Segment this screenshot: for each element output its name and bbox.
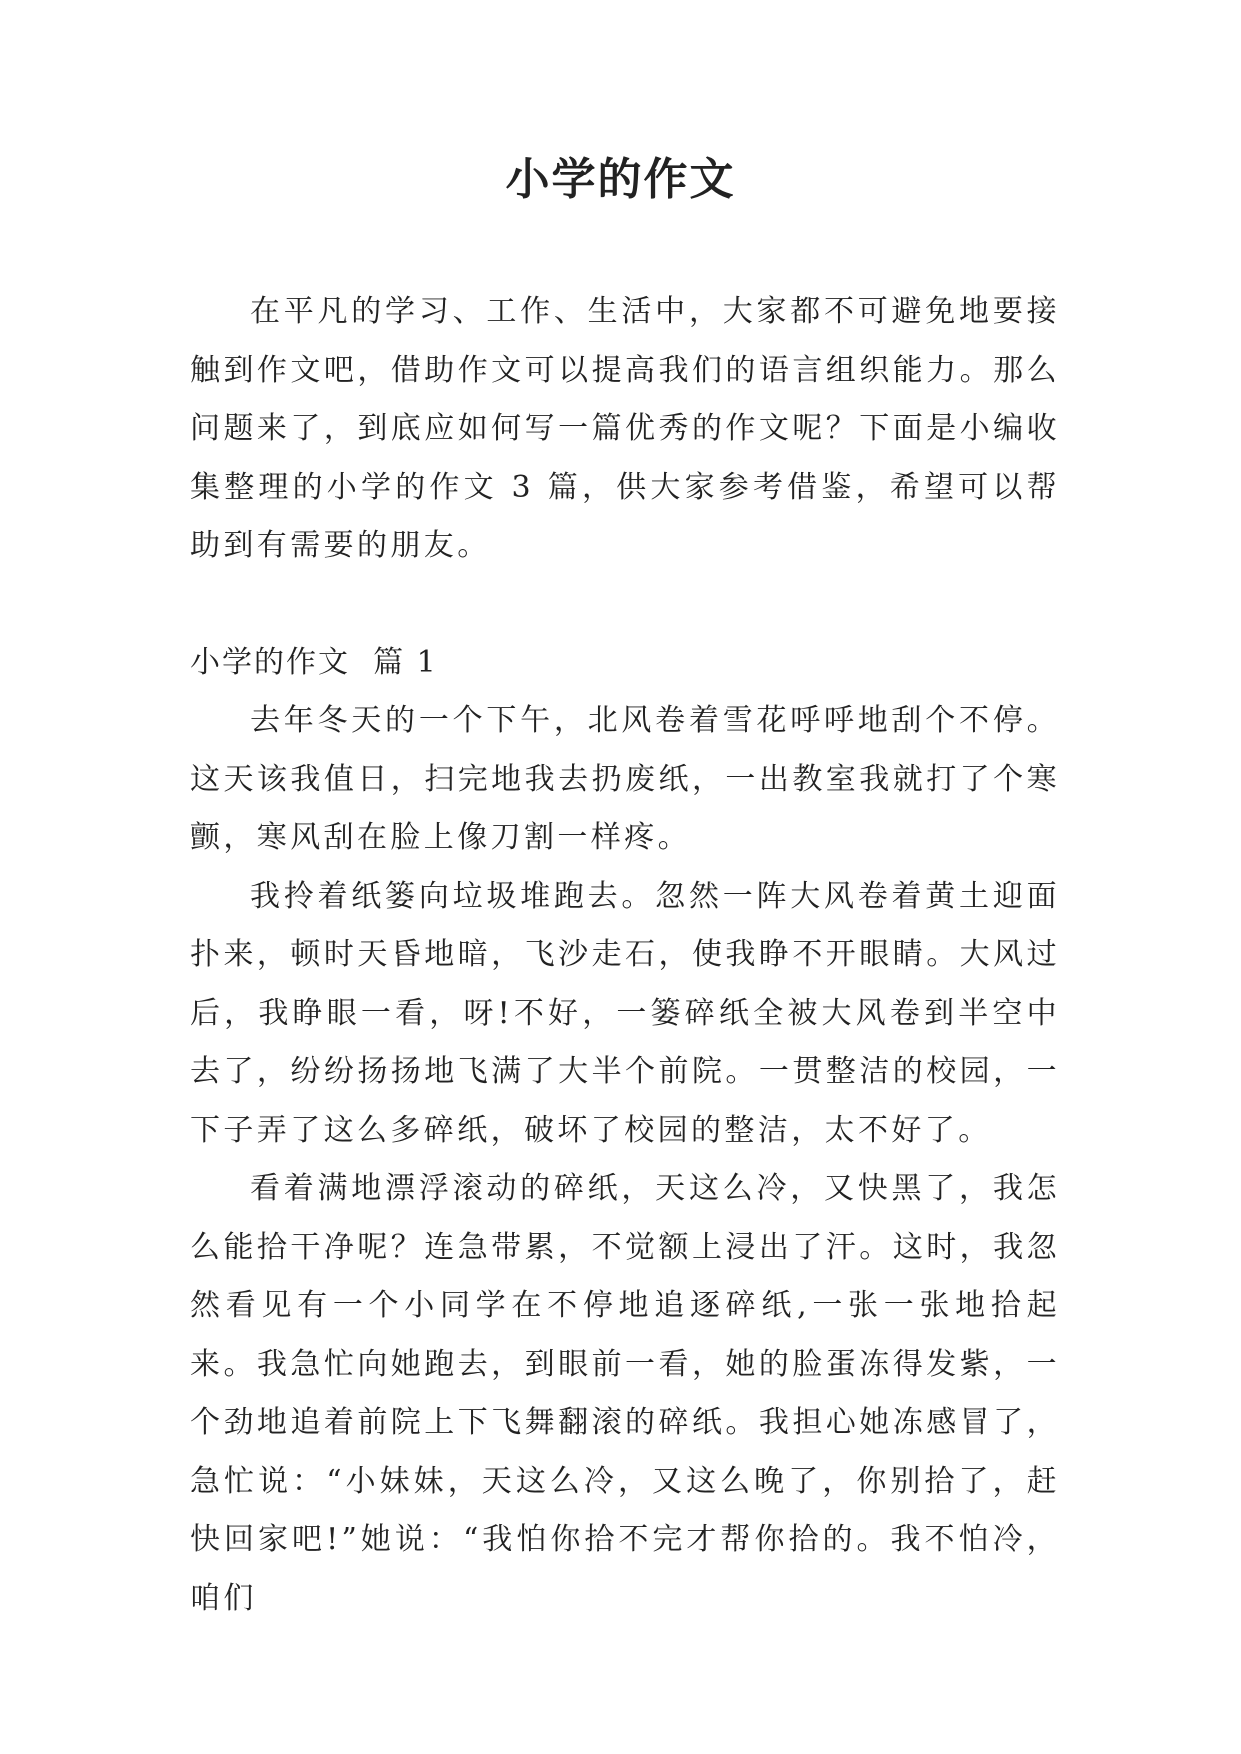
body-paragraph-1: 去年冬天的一个下午，北风卷着雪花呼呼地刮个不停。这天该我值日，扫完地我去扔废纸，一出教室我就打了个寒颤，寒风刮在脸上像刀割一样疼。: [190, 703, 1060, 855]
body-paragraph-2: 我拎着纸篓向垃圾堆跑去。忽然一阵大风卷着黄土迎面扑来，顿时天昏地暗，飞沙走石，使我睁不开眼睛。大风过后，我睁眼一看，呀!不好，一篓碎纸全被大风卷到半空中去了，纷纷扬扬地飞满了大半个前院。一贯整洁的校园，一下子弄了这么多碎纸，破坏了校园的整洁，太不好了。: [190, 878, 1060, 1148]
section-heading: 小学的作文 篇 1: [190, 644, 438, 680]
document-body: [190, 283, 1060, 1628]
body-paragraph-3: 看着满地漂浮滚动的碎纸，天这么冷，又快黑了，我怎么能拾干净呢？连急带累，不觉额上浸出了汗。这时，我忽然看见有一个小同学在不停地追逐碎纸,一张一张地拾起来。我急忙向她跑去，到眼前一看，她的脸蛋冻得发紫，一个劲地追着前院上下飞舞翻滚的碎纸。我担心她冻感冒了，急忙说：“小妹妹，天这么冷，又这么晚了，你别拾了，赶快回家吧!”她说：“我怕你拾不完才帮你拾的。我不怕冷，咱们: [190, 1171, 1060, 1616]
document-title: 小学的作文: [505, 154, 736, 205]
intro-paragraph: 在平凡的学习、工作、生活中，大家都不可避免地要接触到作文吧，借助作文可以提高我们的语言组织能力。那么问题来了，到底应如何写一篇优秀的作文呢？下面是小编收集整理的小学的作文 3 篇，供大家参考借鉴，希望可以帮助到有需要的朋友。: [190, 294, 1060, 563]
